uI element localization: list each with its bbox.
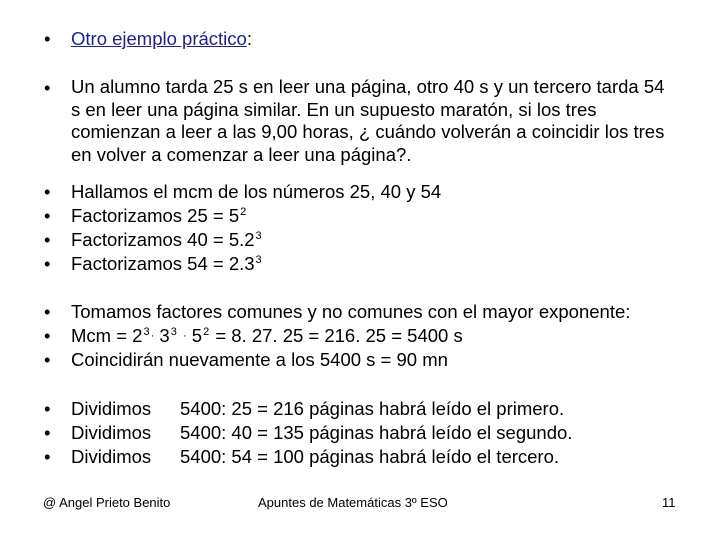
exponent: 3 [255, 254, 262, 266]
exponent: 2 [240, 206, 247, 218]
exponent: 3 [170, 326, 177, 338]
mult-dot: · [150, 330, 155, 342]
division-result: 5400: 54 = 100 páginas habrá leído el tercero. [180, 446, 560, 467]
bullet: • [44, 446, 51, 467]
step-text: Coincidirán nuevamente a los 5400 s = 90 mn [71, 349, 448, 370]
bullet: • [44, 349, 51, 370]
division-verb: Dividimos [71, 446, 152, 467]
division-verb: Dividimos [71, 422, 152, 443]
mult-dot: · [182, 330, 187, 342]
bullet: • [44, 398, 51, 419]
footer-author: @ Angel Prieto Benito [43, 495, 171, 510]
step-text: Factorizamos $54 = 2.3^3$ [71, 253, 262, 274]
bullet: • [44, 205, 51, 226]
bullet: • [44, 28, 51, 49]
bullet: • [44, 181, 51, 202]
problem-text: Un alumno tarda 25 s en leer una página, otro 40 s y un tercero tarda 54 s en leer una página similar. En un supuesto maratón, si los tres comienzan a leer a las 9,00 horas, ¿ cuándo volverán a coincidir los tres en volver a comenzar a leer una página?. [71, 76, 665, 165]
title-suffix: : [246, 28, 252, 49]
footer-course: Apuntes de Matemáticas 3º ESO [258, 495, 448, 510]
step-text: Hallamos el mcm de los números 25, 40 y 54 [71, 181, 442, 202]
step-text: Tomamos factores comunes y no comunes con el mayor exponente: [71, 301, 631, 322]
division-verb: Dividimos [71, 398, 152, 419]
title-link[interactable]: Otro ejemplo práctico [71, 28, 247, 49]
division-result: 5400: 25 = 216 páginas habrá leído el primero. [180, 398, 565, 419]
footer-page-number: 11 [662, 495, 676, 510]
bullet: • [44, 253, 51, 274]
exponent: 3 [255, 230, 262, 242]
bullet: • [44, 325, 51, 346]
title [71, 27, 252, 51]
bullet: • [44, 422, 51, 443]
step-text: Factorizamos $40 = 5.2^3$ [71, 229, 262, 250]
exponent: 3 [143, 326, 150, 338]
bullet: • [44, 229, 51, 250]
exponent: 2 [203, 326, 210, 338]
step-text: Factorizamos $25 = 5^2$ [71, 205, 247, 226]
step-text: Mcm = $2^3\cdot 3^3 \cdot 5^2 = 8$. 27. 25 = 216. 25 = 5400 s [71, 325, 463, 346]
bullet: • [44, 77, 51, 98]
bullet: • [44, 301, 51, 322]
division-result: 5400: 40 = 135 páginas habrá leído el segundo. [180, 422, 573, 443]
